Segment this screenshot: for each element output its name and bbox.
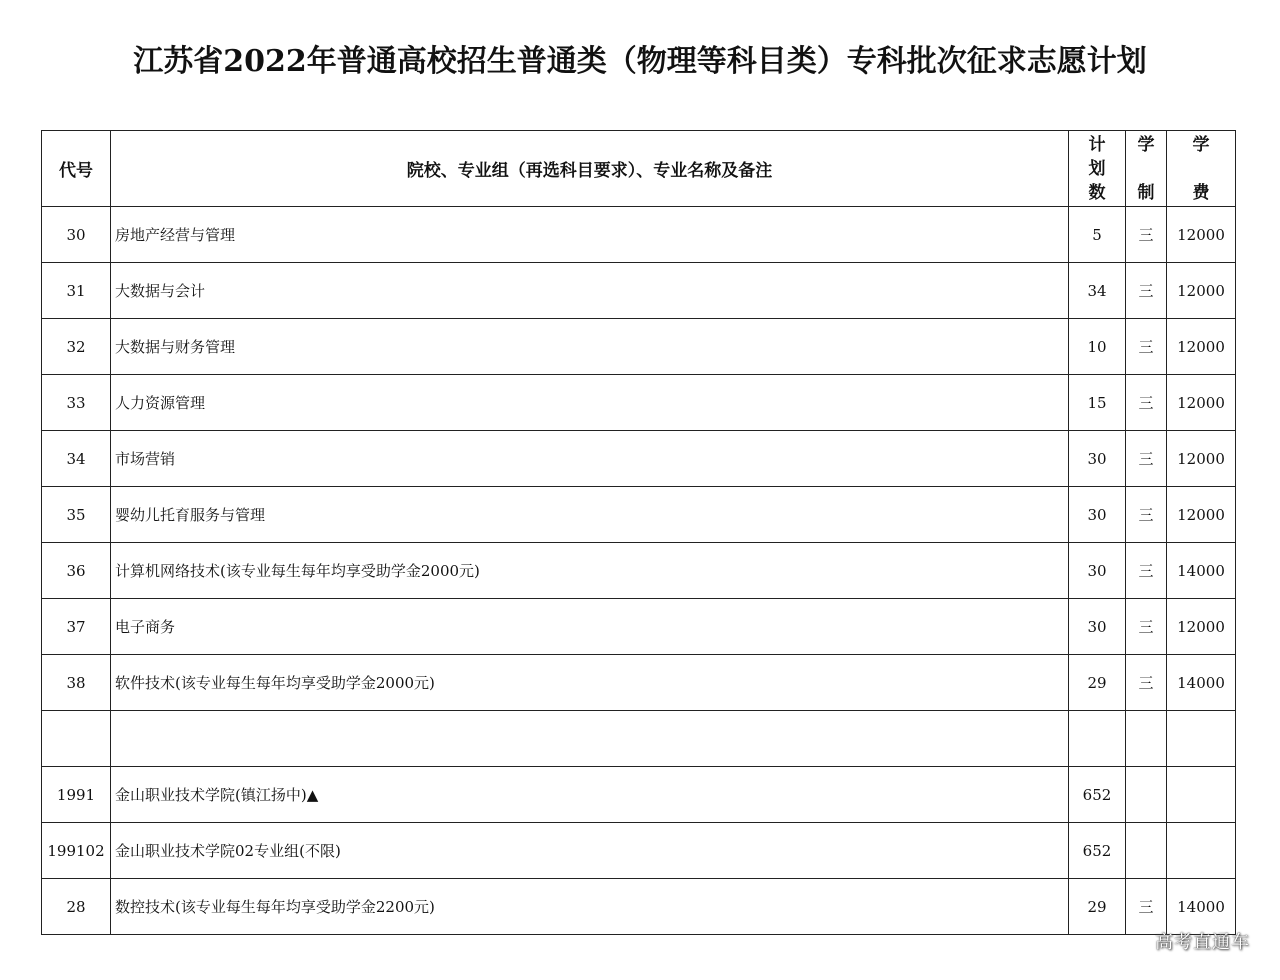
header-plan-char-2: 划: [1088, 158, 1106, 179]
row-name: 婴幼儿托育服务与管理: [111, 487, 1069, 543]
row-code: 1991: [42, 767, 111, 823]
row-name: 计算机网络技术(该专业每生每年均享受助学金2000元): [111, 543, 1069, 599]
header-name: 院校、专业组（再选科目要求）、专业名称及备注: [111, 131, 1069, 207]
row-plan: [1069, 711, 1126, 767]
row-fee: 12000: [1167, 431, 1236, 487]
row-length: 三: [1126, 263, 1167, 319]
row-plan: 30: [1069, 487, 1126, 543]
row-length: 三: [1126, 879, 1167, 935]
row-plan: 30: [1069, 431, 1126, 487]
row-length: 三: [1126, 431, 1167, 487]
row-plan: 30: [1069, 543, 1126, 599]
row-name: 大数据与会计: [111, 263, 1069, 319]
table-row: [42, 543, 1236, 599]
row-name: 金山职业技术学院02专业组(不限): [111, 823, 1069, 879]
row-fee: [1167, 767, 1236, 823]
row-length: [1126, 823, 1167, 879]
row-code: 35: [42, 487, 111, 543]
header-plan-char-1: 计: [1088, 134, 1106, 155]
row-name: 房地产经营与管理: [111, 207, 1069, 263]
header-plan-char-3: 数: [1088, 182, 1106, 203]
row-name: 人力资源管理: [111, 375, 1069, 431]
row-code: 32: [42, 319, 111, 375]
row-code: 34: [42, 431, 111, 487]
row-plan: 29: [1069, 655, 1126, 711]
row-fee: 12000: [1167, 207, 1236, 263]
table-row-school: [42, 767, 1236, 823]
table-row: [42, 655, 1236, 711]
row-fee: 14000: [1167, 543, 1236, 599]
row-fee: 14000: [1167, 655, 1236, 711]
row-name: 市场营销: [111, 431, 1069, 487]
table-row: [42, 487, 1236, 543]
header-length: [1126, 131, 1167, 207]
table-row: [42, 207, 1236, 263]
row-length: 三: [1126, 655, 1167, 711]
row-code: 37: [42, 599, 111, 655]
row-fee: 12000: [1167, 263, 1236, 319]
row-code: 31: [42, 263, 111, 319]
table-row: [42, 599, 1236, 655]
row-length: [1126, 711, 1167, 767]
header-length-char-1: 学: [1137, 134, 1155, 155]
header-fee: [1167, 131, 1236, 207]
table-row: [42, 375, 1236, 431]
header-fee-char-2: 费: [1192, 182, 1210, 203]
row-fee: 14000: [1167, 879, 1236, 935]
row-plan: 15: [1069, 375, 1126, 431]
row-name: 大数据与财务管理: [111, 319, 1069, 375]
table-row: [42, 879, 1236, 935]
header-plan: [1069, 131, 1126, 207]
enrollment-plan-table: [41, 130, 1236, 935]
header-code: 代号: [42, 131, 111, 207]
row-plan: 34: [1069, 263, 1126, 319]
row-fee: [1167, 711, 1236, 767]
row-fee: 12000: [1167, 319, 1236, 375]
page-title: 江苏省2022年普通高校招生普通类（物理等科目类）专科批次征求志愿计划: [133, 44, 1147, 79]
row-plan: 30: [1069, 599, 1126, 655]
row-length: 三: [1126, 375, 1167, 431]
table-row: [42, 319, 1236, 375]
row-plan: 652: [1069, 767, 1126, 823]
row-name: 软件技术(该专业每生每年均享受助学金2000元): [111, 655, 1069, 711]
row-length: 三: [1126, 319, 1167, 375]
row-length: 三: [1126, 487, 1167, 543]
row-code: 30: [42, 207, 111, 263]
row-code: 199102: [42, 823, 111, 879]
row-plan: 29: [1069, 879, 1126, 935]
header-fee-char-1: 学: [1192, 134, 1210, 155]
header-length-char-2: 制: [1137, 182, 1155, 203]
table-row: [42, 431, 1236, 487]
row-fee: 12000: [1167, 375, 1236, 431]
row-length: 三: [1126, 599, 1167, 655]
row-plan: 10: [1069, 319, 1126, 375]
watermark: 高考直通车: [1155, 932, 1250, 953]
row-name: 电子商务: [111, 599, 1069, 655]
row-code: 28: [42, 879, 111, 935]
table-header-row: [42, 131, 1236, 207]
row-length: 三: [1126, 207, 1167, 263]
row-name: 数控技术(该专业每生每年均享受助学金2200元): [111, 879, 1069, 935]
row-length: [1126, 767, 1167, 823]
row-plan: 652: [1069, 823, 1126, 879]
row-code: [42, 711, 111, 767]
row-fee: 12000: [1167, 487, 1236, 543]
row-plan: 5: [1069, 207, 1126, 263]
table-row-group: [42, 823, 1236, 879]
row-code: 38: [42, 655, 111, 711]
row-code: 33: [42, 375, 111, 431]
table-row-empty: [42, 711, 1236, 767]
row-length: 三: [1126, 543, 1167, 599]
row-code: 36: [42, 543, 111, 599]
row-fee: 12000: [1167, 599, 1236, 655]
table-row: [42, 263, 1236, 319]
row-name: [111, 711, 1069, 767]
row-name: 金山职业技术学院(镇江扬中)▲: [111, 767, 1069, 823]
row-fee: [1167, 823, 1236, 879]
